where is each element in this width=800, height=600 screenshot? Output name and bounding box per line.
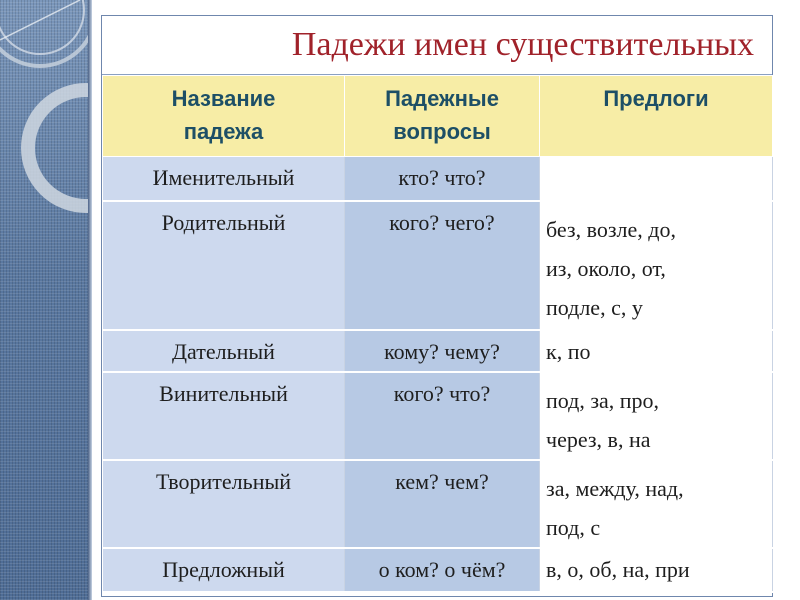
case-questions-cell: о ком? о чём?	[345, 548, 540, 592]
prepositions-cell	[540, 460, 773, 548]
cases-table	[102, 75, 773, 593]
case-questions-cell: кому? чему?	[345, 330, 540, 372]
decorative-side-panel	[0, 0, 92, 600]
table-row	[103, 201, 773, 330]
case-name-cell: Предложный	[103, 548, 345, 592]
prepositions-cell	[540, 548, 773, 592]
header-line: вопросы	[393, 119, 491, 144]
preposition-line: подле, с, у	[546, 294, 643, 320]
table-row	[103, 460, 773, 548]
preposition-line: за, между, над,	[546, 475, 684, 501]
case-questions-cell: кем? чем?	[345, 460, 540, 548]
case-questions-cell: кто? что?	[345, 157, 540, 201]
preposition-line: через, в, на	[546, 426, 651, 452]
table-row	[103, 548, 773, 592]
page-title: Падежи имен существительных	[291, 26, 754, 63]
case-questions-cell: кого? что?	[345, 372, 540, 460]
preposition-line: без, возле, до,	[546, 216, 676, 242]
header-line: падежа	[183, 119, 264, 144]
cases-table-container	[101, 15, 773, 597]
header-line: Название	[171, 86, 276, 111]
prepositions-cell	[540, 157, 773, 201]
prepositions-cell	[540, 330, 773, 372]
header-prepositions	[540, 76, 773, 157]
table-header-row	[103, 76, 773, 157]
decorative-rings-graphic	[0, 0, 92, 600]
case-name-cell: Творительный	[103, 460, 345, 548]
preposition-line: под, за, про,	[546, 387, 660, 413]
prepositions-cell	[540, 201, 773, 330]
header-line: Предлоги	[603, 86, 709, 111]
case-name-cell: Винительный	[103, 372, 345, 460]
title-bar	[102, 16, 772, 75]
table-row	[103, 372, 773, 460]
header-case-questions	[345, 76, 540, 157]
side-panel-edge	[88, 0, 92, 600]
case-name-cell: Именительный	[103, 157, 345, 201]
table-row	[103, 157, 773, 201]
preposition-line: под, с	[546, 514, 601, 540]
table-row	[103, 330, 773, 372]
case-name-cell: Дательный	[103, 330, 345, 372]
header-case-name	[103, 76, 345, 157]
preposition-line: из, около, от,	[546, 255, 666, 281]
case-questions-cell: кого? чего?	[345, 201, 540, 330]
prepositions-cell	[540, 372, 773, 460]
header-line: Падежные	[385, 86, 499, 111]
preposition-line: к, по	[546, 338, 591, 364]
case-name-cell: Родительный	[103, 201, 345, 330]
preposition-line: в, о, об, на, при	[546, 556, 690, 582]
